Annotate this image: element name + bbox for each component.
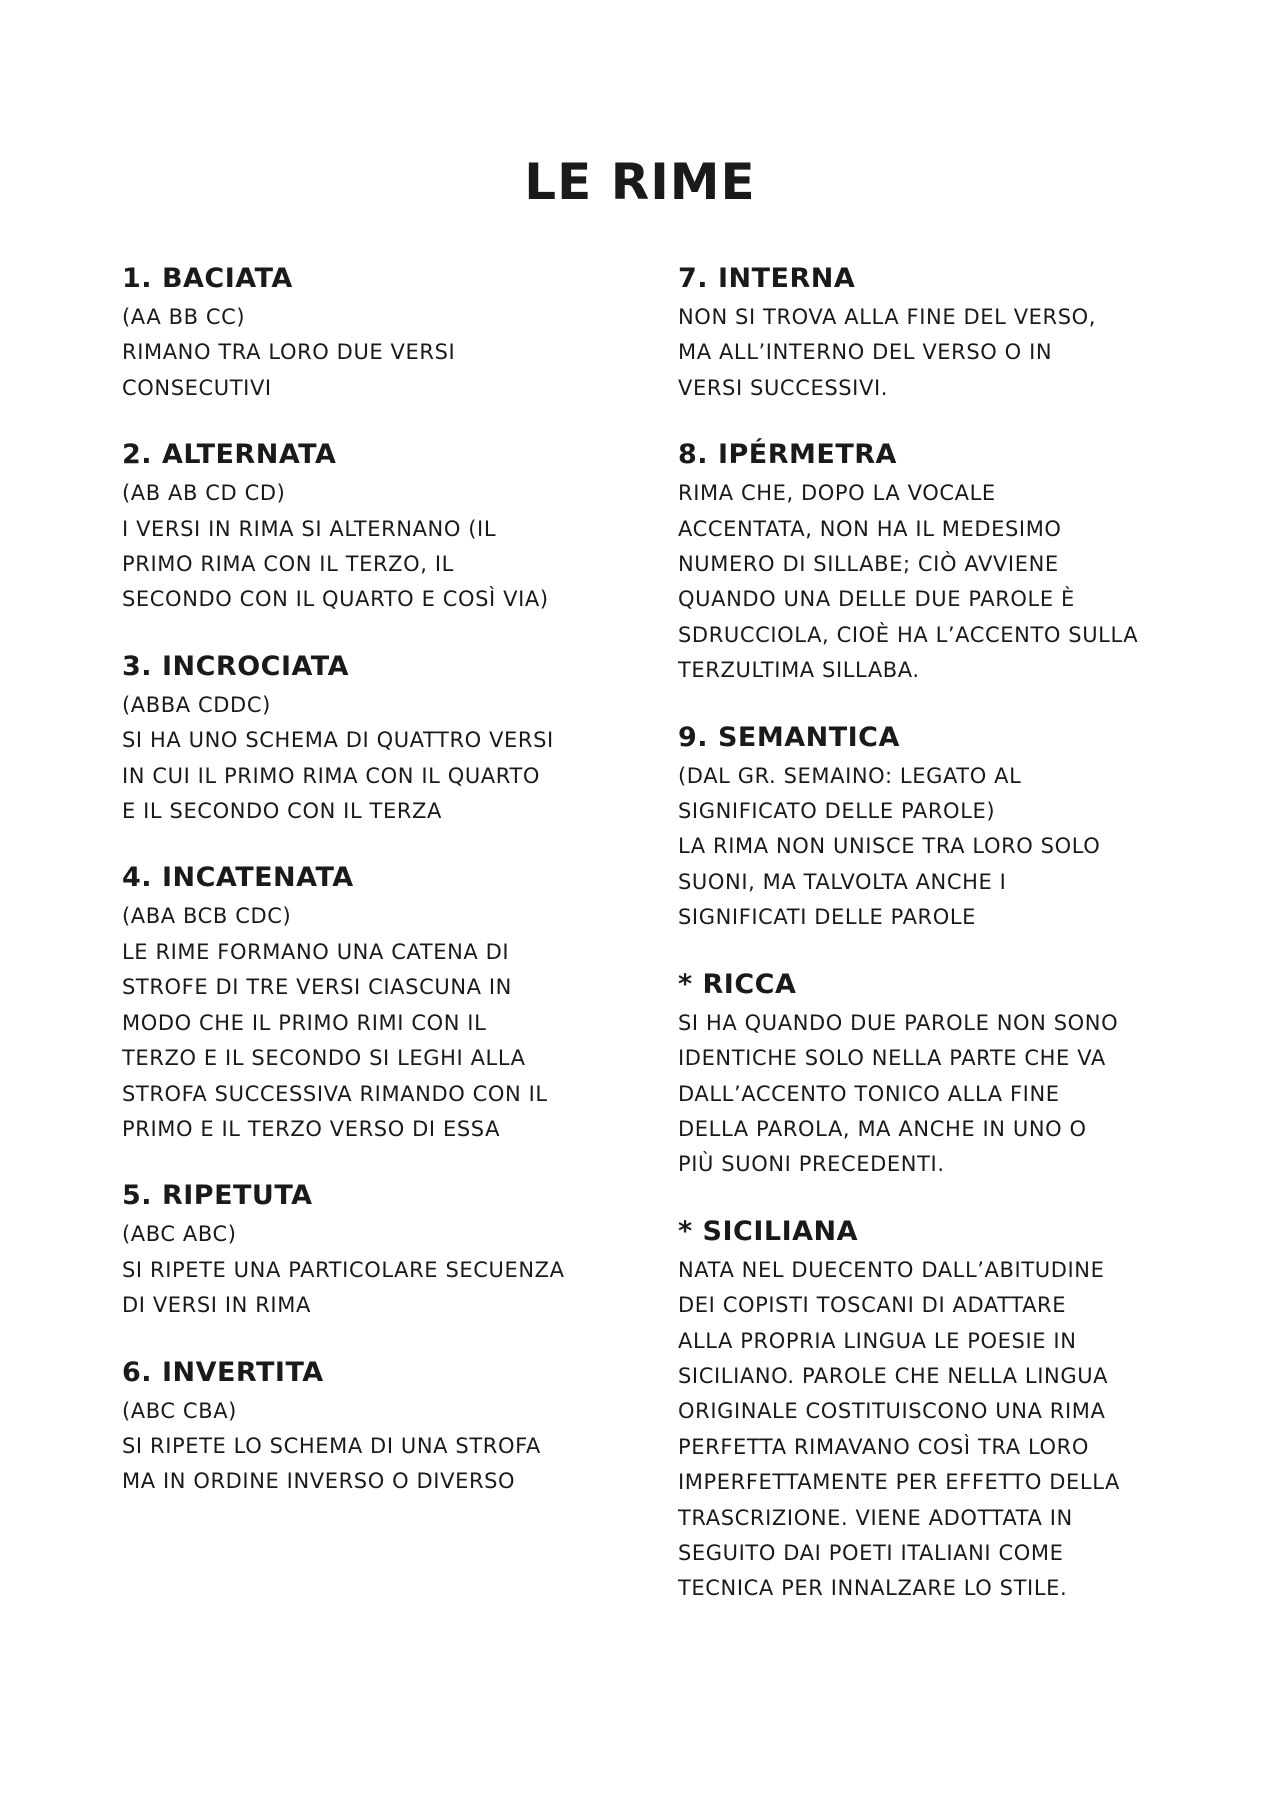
section-heading: 7. INTERNA	[678, 263, 856, 294]
section-text-line: IMPERFETTAMENTE PER EFFETTO DELLA	[678, 1470, 1120, 1495]
section-gap	[122, 1147, 642, 1179]
section-text-line: SECONDO CON IL QUARTO E COSÌ VIA)	[122, 587, 549, 612]
section-text-line: (AA BB CC)	[122, 305, 246, 329]
section-text-line: DEI COPISTI TOSCANI DI ADATTARE	[678, 1293, 1067, 1318]
section-heading: 4. INCATENATA	[122, 862, 354, 894]
section-text-line: PIÙ SUONI PRECEDENTI.	[678, 1152, 945, 1177]
section-text-line: ACCENTATA, NON HA IL MEDESIMO	[678, 516, 1062, 541]
section-text-line: (ABC CBA)	[122, 1398, 237, 1423]
section-heading: 2. ALTERNATA	[122, 439, 337, 471]
section-text-line: SUONI, MA TALVOLTA ANCHE I	[678, 869, 1007, 894]
section-heading: 6. INVERTITA	[122, 1356, 324, 1388]
section-text-line: TERZO E IL SECONDO SI LEGHI ALLA	[122, 1046, 526, 1071]
section-gap	[122, 618, 642, 650]
section-text-line: MA IN ORDINE INVERSO O DIVERSO	[122, 1469, 516, 1494]
section-gap	[122, 406, 642, 438]
section-text-line: SIGNIFICATI DELLE PAROLE	[678, 905, 977, 930]
section-text-line: (AB AB CD CD)	[122, 481, 286, 506]
section-gap	[122, 829, 642, 861]
section-heading: 3. INCROCIATA	[122, 650, 350, 682]
section-text-line: PRIMO E IL TERZO VERSO DI ESSA	[122, 1116, 501, 1141]
section-gap	[122, 1324, 642, 1356]
section-text-line: IDENTICHE SOLO NELLA PARTE CHE VA	[678, 1046, 1106, 1071]
section-text-line: DELLA PAROLA, MA ANCHE IN UNO O	[678, 1116, 1087, 1141]
section-text-line: MODO CHE IL PRIMO RIMI CON IL	[122, 1010, 487, 1035]
section-text-line: SIGNIFICATO DELLE PAROLE)	[678, 799, 996, 824]
section-text-line: DALL’ACCENTO TONICO ALLA FINE	[678, 1081, 1060, 1106]
section-text-line: ORIGINALE COSTITUISCONO UNA RIMA	[678, 1399, 1106, 1424]
rhyme-section	[122, 1356, 642, 1500]
section-text-line: ALLA PROPRIA LINGUA LE POESIE IN	[678, 1328, 1077, 1353]
section-text-line: PERFETTA RIMAVANO COSÌ TRA LORO	[678, 1434, 1089, 1459]
section-text-line: PRIMO RIMA CON IL TERZO, IL	[122, 552, 454, 577]
section-text-line: SDRUCCIOLA, CIOÈ HA L’ACCENTO SULLA	[678, 622, 1139, 647]
section-text-line: MA ALL’INTERNO DEL VERSO O IN	[678, 340, 1053, 365]
section-heading: 5. RIPETUTA	[122, 1180, 313, 1212]
section-gap	[678, 936, 1198, 968]
section-gap	[678, 1183, 1198, 1215]
section-text-line: NATA NEL DUECENTO DALL’ABITUDINE	[678, 1257, 1105, 1282]
section-heading: 9. SEMANTICA	[678, 721, 900, 753]
rhyme-section	[678, 721, 1198, 936]
rhyme-section	[122, 262, 642, 406]
section-text-line: RIMA CHE, DOPO LA VOCALE	[678, 481, 996, 506]
section-text-line: SI HA QUANDO DUE PAROLE NON SONO	[678, 1010, 1119, 1035]
section-text-line: NUMERO DI SILLABE; CIÒ AVVIENE	[678, 552, 1059, 577]
section-text-line: (ABC ABC)	[122, 1222, 237, 1247]
section-text-line: SI RIPETE LO SCHEMA DI UNA STROFA	[122, 1433, 541, 1458]
section-text-line: I VERSI IN RIMA SI ALTERNANO (IL	[122, 516, 497, 541]
rhyme-section	[122, 861, 642, 1147]
section-text-line: LA RIMA NON UNISCE TRA LORO SOLO	[678, 834, 1101, 859]
section-heading: * RICCA	[678, 968, 797, 1000]
rhyme-section	[678, 262, 1198, 406]
right-column	[678, 262, 1198, 1607]
section-heading: * SICILIANA	[678, 1215, 859, 1247]
section-text-line: QUANDO UNA DELLE DUE PAROLE È	[678, 587, 1075, 612]
section-text-line: STROFA SUCCESSIVA RIMANDO CON IL	[122, 1081, 548, 1106]
section-text-line: STROFE DI TRE VERSI CIASCUNA IN	[122, 975, 512, 1000]
section-text-line: CONSECUTIVI	[122, 375, 272, 400]
section-text-line: (ABA BCB CDC)	[122, 904, 292, 929]
page-title: LE RIME	[524, 153, 756, 211]
section-text-line: SEGUITO DAI POETI ITALIANI COME	[678, 1540, 1064, 1565]
section-text-line: TRASCRIZIONE. VIENE ADOTTATA IN	[678, 1505, 1073, 1530]
rhyme-section	[678, 438, 1198, 688]
section-heading: 8. IPÉRMETRA	[678, 439, 897, 471]
rhyme-section	[122, 438, 642, 618]
section-text-line: IN CUI IL PRIMO RIMA CON IL QUARTO	[122, 763, 540, 788]
rhyme-section	[122, 650, 642, 830]
section-heading: 1. BACIATA	[122, 263, 293, 294]
section-text-line: DI VERSI IN RIMA	[122, 1293, 311, 1318]
section-gap	[678, 689, 1198, 721]
section-text-line: (ABBA CDDC)	[122, 692, 271, 717]
section-text-line: SI HA UNO SCHEMA DI QUATTRO VERSI	[122, 728, 554, 753]
section-text-line: (DAL GR. SEMAINO: LEGATO AL	[678, 763, 1022, 788]
rhyme-section	[678, 968, 1198, 1183]
left-column	[122, 262, 642, 1500]
section-text-line: RIMANO TRA LORO DUE VERSI	[122, 340, 456, 365]
section-text-line: SICILIANO. PAROLE CHE NELLA LINGUA	[678, 1363, 1109, 1388]
section-text-line: TERZULTIMA SILLABA.	[678, 658, 920, 683]
section-text-line: VERSI SUCCESSIVI.	[678, 375, 889, 400]
section-text-line: LE RIME FORMANO UNA CATENA DI	[122, 939, 510, 964]
section-text-line: SI RIPETE UNA PARTICOLARE SECUENZA	[122, 1257, 565, 1282]
section-text-line: E IL SECONDO CON IL TERZA	[122, 799, 442, 824]
rhyme-section	[122, 1179, 642, 1323]
section-gap	[678, 406, 1198, 438]
section-text-line: NON SI TROVA ALLA FINE DEL VERSO,	[678, 305, 1097, 329]
section-text-line: TECNICA PER INNALZARE LO STILE.	[678, 1576, 1068, 1601]
rhyme-section	[678, 1215, 1198, 1607]
